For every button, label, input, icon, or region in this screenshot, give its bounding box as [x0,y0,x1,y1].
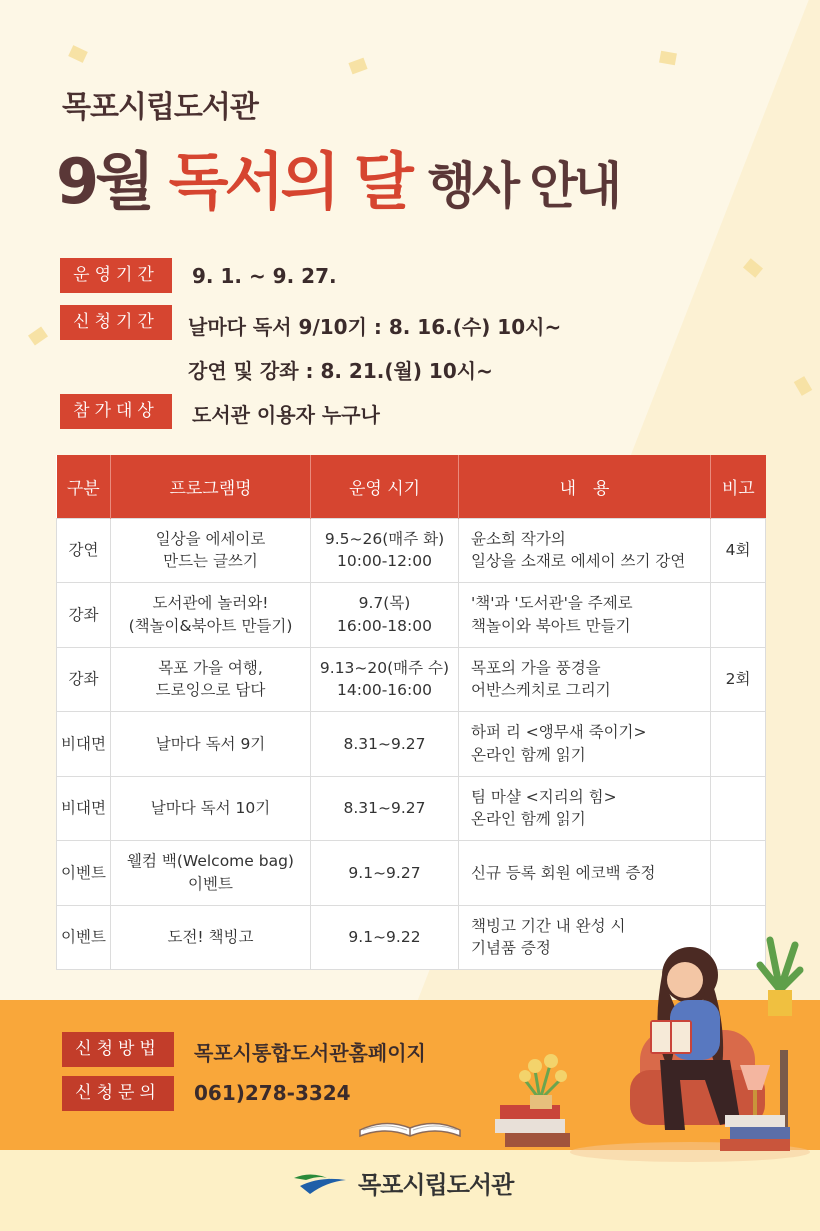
info-value-target: 도서관 이용자 누구나 [192,403,380,427]
confetti [28,326,48,345]
cell-program-line: 도서관에 놀러와! [152,594,269,613]
cell-note: 2회 [711,647,766,712]
reading-woman-illustration [480,930,810,1170]
cell-program-line: 날마다 독서 10기 [150,799,271,818]
cell-content-line: 목포의 가을 풍경을 [471,658,601,677]
cell-type: 비대면 [57,712,111,777]
apply-method-value: 목포시통합도서관홈페이지 [194,1041,426,1065]
info-label-apply-period: 신청기간 [60,305,172,340]
cell-content-line: 기념품 증정 [471,939,551,958]
cell-type: 비대면 [57,776,111,841]
cell-content-line: 어반스케치로 그리기 [471,681,611,700]
table-row [57,518,766,583]
cell-period [311,712,459,777]
page-title [56,132,618,221]
info-value-apply-period: 날마다 독서 9/10기 : 8. 16.(수) 10시~ [188,315,562,339]
cell-period [311,647,459,712]
cell-period-line: 14:00-16:00 [337,681,432,700]
table-header-row [57,455,766,518]
cell-period-line: 9.13~20(매주 수) [319,658,450,677]
info-label-period: 운영기간 [60,258,172,293]
cell-content [459,776,711,841]
cell-period [311,776,459,841]
cell-content-line: 팀 마샬 <지리의 힘> [471,787,617,806]
cell-type: 이벤트 [57,905,111,970]
cell-content-line: 윤소희 작가의 [471,529,566,548]
cell-program-line: 만드는 글쓰기 [163,552,258,571]
cell-period-line: 10:00-12:00 [337,552,432,571]
cell-content-line: 책빙고 기간 내 완성 시 [471,916,626,935]
cell-type: 강좌 [57,583,111,648]
cell-content-line: 온라인 함께 읽기 [471,810,586,829]
info-value-apply-period-2: 강연 및 강좌 : 8. 21.(월) 10시~ [188,359,493,383]
col-header-content: 내 용 [459,455,711,518]
cell-period-line: 8.31~9.27 [343,799,426,818]
info-value-period: 9. 1. ~ 9. 27. [192,264,337,288]
cell-content-line: 일상을 소재로 에세이 쓰기 강연 [471,552,686,571]
cell-program-line: 이벤트 [188,874,233,893]
col-header-note: 비고 [711,455,766,518]
cell-program-line: 목포 가을 여행, [158,658,263,677]
cell-program [111,518,311,583]
col-header-type: 구분 [57,455,111,518]
cell-content [459,583,711,648]
footer-org-name: 목포시립도서관 [358,1171,514,1199]
cell-content [459,518,711,583]
footer-logo [292,1165,513,1200]
apply-method-label: 신청방법 [62,1032,174,1067]
title-tail: 행사 안내 [427,157,618,215]
table-row [57,776,766,841]
cell-program-line: 도전! 책빙고 [167,928,254,947]
table-row [57,583,766,648]
cell-period [311,583,459,648]
open-book-icon [355,1100,465,1140]
confetti [348,58,367,75]
confetti [68,45,88,63]
cell-program-line: 드로잉으로 담다 [155,681,266,700]
cell-program [111,583,311,648]
cell-content [459,647,711,712]
col-header-program: 프로그램명 [111,455,311,518]
cell-program-line: 날마다 독서 9기 [155,734,266,753]
cell-content [459,841,711,906]
cell-type: 이벤트 [57,841,111,906]
apply-contact-label: 신청문의 [62,1076,174,1111]
table-row [57,841,766,906]
cell-period-line: 9.1~9.27 [348,863,421,882]
cell-period-line: 8.31~9.27 [343,734,426,753]
cell-period [311,905,459,970]
cell-content-line: 신규 등록 회원 에코백 증정 [471,863,656,882]
title-highlight: 독서의 달 [168,145,410,218]
cell-type: 강좌 [57,647,111,712]
cell-note [711,583,766,648]
cell-program-line: 일상을 에세이로 [155,529,266,548]
cell-content-line: 책놀이와 북아트 만들기 [471,616,631,635]
cell-content [459,712,711,777]
info-label-target: 참가대상 [60,394,172,429]
cell-note [711,841,766,906]
cell-period [311,518,459,583]
table-row [57,712,766,777]
title-month: 9월 [56,145,152,218]
confetti [659,51,677,66]
org-name: 목포시립도서관 [62,90,258,125]
table-row [57,647,766,712]
cell-program [111,712,311,777]
cell-program [111,647,311,712]
cell-note [711,776,766,841]
cell-period-line: 9.1~9.22 [348,928,421,947]
cell-note [711,712,766,777]
cell-content-line: '책'과 '도서관'을 주제로 [471,594,633,613]
cell-program-line: (책놀이&북아트 만들기) [128,616,293,635]
cell-note: 4회 [711,518,766,583]
cell-program-line: 웰컴 백(Welcome bag) [127,852,294,871]
cell-content-line: 하퍼 리 <앵무새 죽이기> [471,723,647,742]
apply-contact-value: 061)278-3324 [194,1081,351,1105]
cell-program [111,905,311,970]
cell-type: 강연 [57,518,111,583]
cell-period-line: 16:00-18:00 [337,616,432,635]
program-table [56,455,766,970]
cell-content-line: 온라인 함께 읽기 [471,745,586,764]
library-logo-icon [292,1168,348,1198]
cell-program [111,841,311,906]
cell-period-line: 9.5~26(매주 화) [324,529,445,548]
cell-period [311,841,459,906]
cell-program [111,776,311,841]
cell-period-line: 9.7(목) [358,594,411,613]
col-header-period: 운영 시기 [311,455,459,518]
